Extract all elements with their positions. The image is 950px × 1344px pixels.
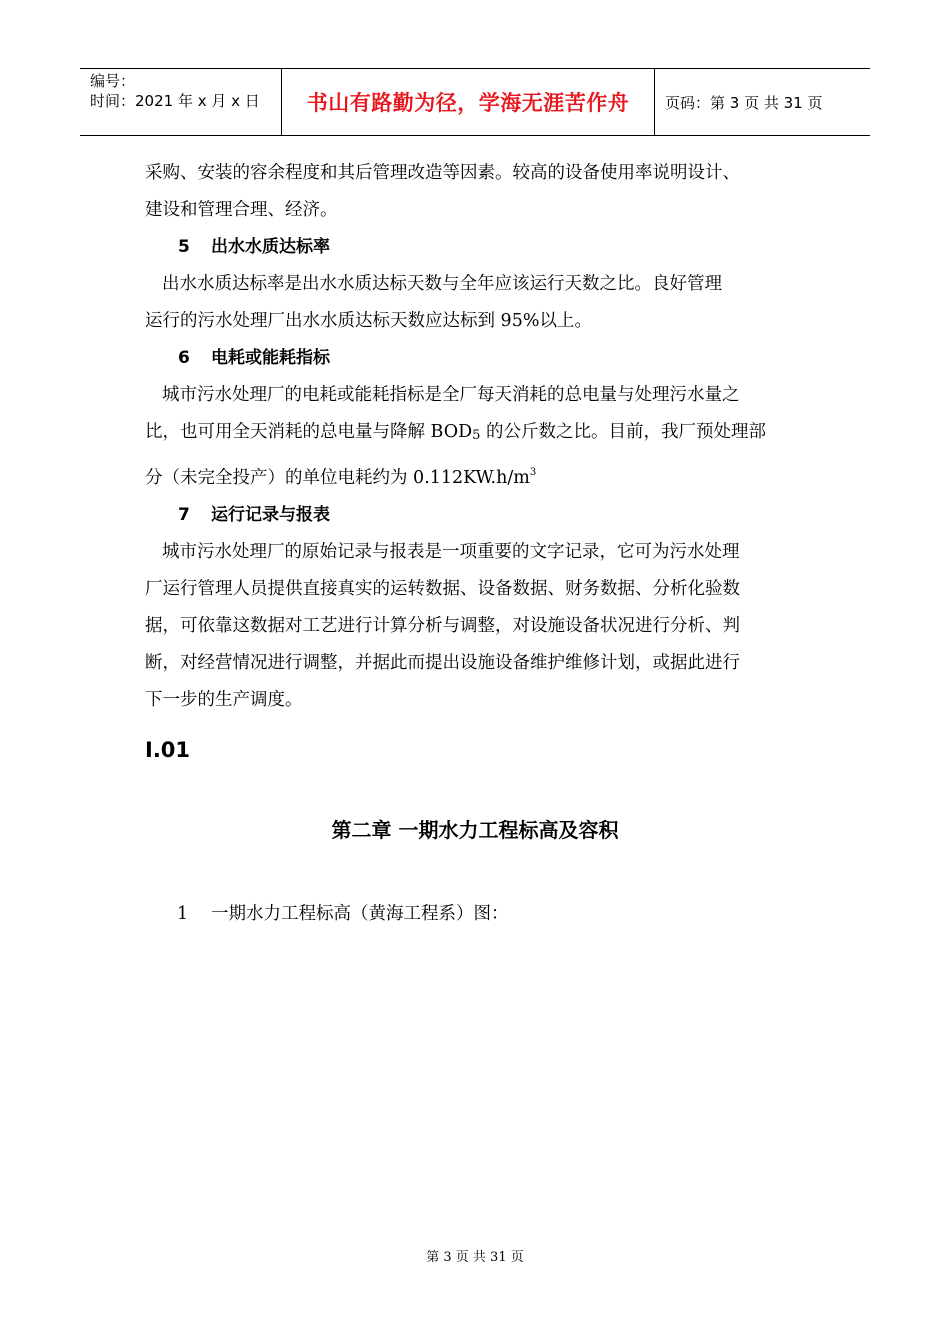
header-time-label: 时间：2021 年 x 月 x 日 (90, 92, 260, 110)
paragraph-line: 厂运行管理人员提供直接真实的运转数据、设备数据、财务数据、分析化验数 (145, 579, 740, 599)
paragraph-line (145, 454, 815, 497)
document-body (145, 155, 815, 719)
text-run: 的公斤数之比。目前，我厂预处理部 (480, 422, 766, 442)
paragraph-line: 断，对经营情况进行调整，并据此而提出设施设备维护维修计划，或据此进行 (145, 653, 740, 673)
section-heading-7 (145, 497, 815, 534)
heading-title: 运行记录与报表 (211, 505, 330, 525)
header-number-label: 编号： (90, 72, 136, 90)
text-run: 分（未完全投产）的单位电耗约为 0.112KW.h/m (145, 468, 530, 488)
paragraph-line: 城市污水处理厂的电耗或能耗指标是全厂每天消耗的总电量与处理污水量之 (162, 385, 740, 405)
text-run: 比，也可用全天消耗的总电量与降解 BOD (145, 422, 473, 442)
header-page-info: 页码：第 3 页 共 31 页 (665, 93, 823, 112)
heading-title: 出水水质达标率 (211, 237, 330, 257)
item-text: 一期水力工程标高（黄海工程系）图： (211, 904, 509, 924)
heading-number: 5 (178, 237, 190, 257)
chapter-title: 第二章 一期水力工程标高及容积 (331, 818, 619, 842)
subscript: 5 (472, 428, 481, 443)
paragraph-line: 城市污水处理厂的原始记录与报表是一项重要的文字记录，它可为污水处理 (162, 542, 740, 562)
heading-number: 7 (178, 505, 190, 525)
paragraph-line: 出水水质达标率是出水水质达标天数与全年应该运行天数之比。良好管理 (162, 274, 722, 294)
heading-title: 电耗或能耗指标 (211, 348, 330, 368)
section-heading-5 (145, 229, 815, 266)
paragraph-line (145, 414, 815, 454)
page-footer: 第 3 页 共 31 页 (426, 1250, 524, 1265)
superscript: 3 (529, 467, 537, 478)
page-header (80, 68, 870, 136)
paragraph-line: 采购、安装的容余程度和其后管理改造等因素。较高的设备使用率说明设计、 (145, 163, 740, 183)
paragraph-line: 据，可依靠这数据对工艺进行计算分析与调整，对设施设备状况进行分析、判 (145, 616, 740, 636)
section-number: I.01 (145, 738, 191, 762)
header-meta (80, 69, 281, 135)
item-number: 1 (177, 904, 189, 924)
paragraph-line: 建设和管理合理、经济。 (145, 200, 338, 220)
paragraph-line: 下一步的生产调度。 (145, 690, 303, 710)
section-heading-6 (145, 340, 815, 377)
heading-number: 6 (178, 348, 190, 368)
paragraph-line: 运行的污水处理厂出水水质达标天数应达标到 95%以上。 (145, 311, 592, 331)
list-item (177, 900, 509, 925)
header-motto: 书山有路勤为径，学海无涯苦作舟 (281, 69, 655, 135)
